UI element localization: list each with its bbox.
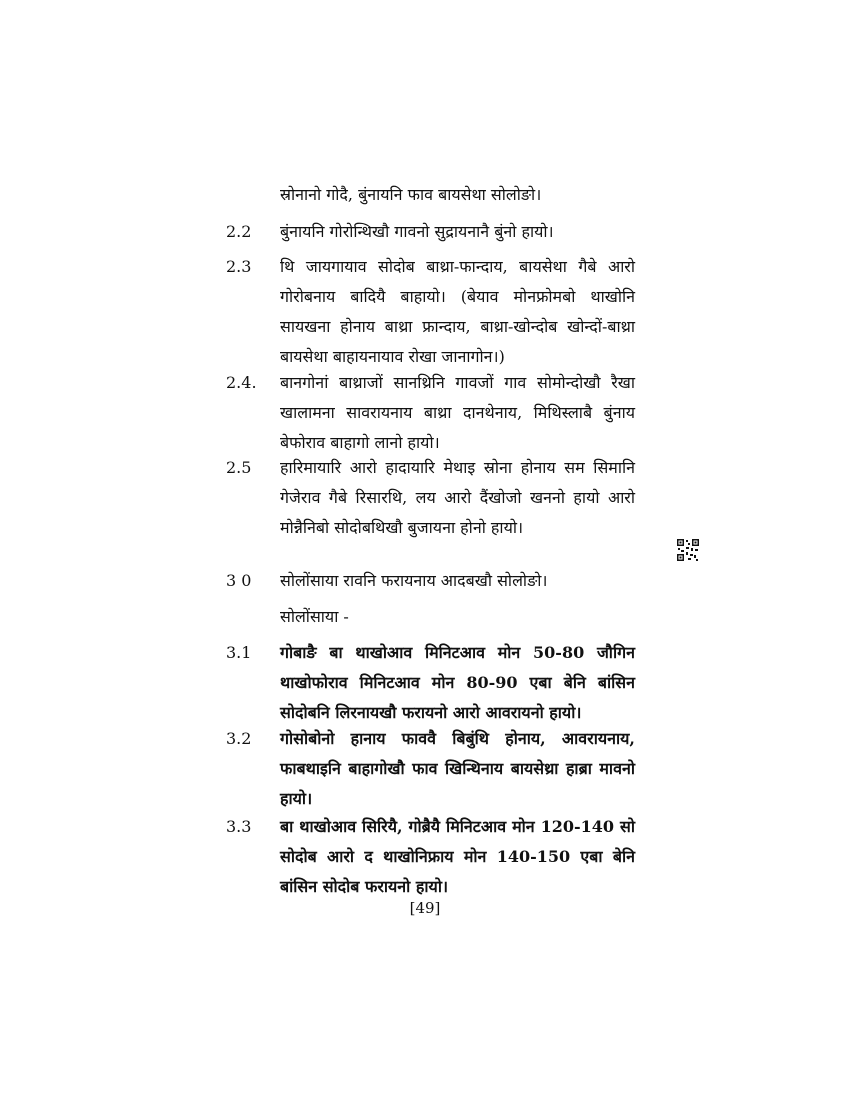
subheading: सोलोंसाया -	[280, 607, 349, 626]
item-text: गोबाङै बा थाखोआव मिनिटआव मोन 50-80 जौगिन थाखोफोराव मिनिटआव मोन 80-90 एबा बेनि बांसिन सोदोबनि लिरनायखौ फरायनो आरो आवरायनो हायो।	[280, 643, 635, 722]
qr-code-icon	[676, 538, 700, 562]
item-number: 2.5	[226, 458, 252, 477]
item-text: बानगोनां बाथ्राजों सानथ्रिनि गावजों गाव सोमोन्दोखौ रैखा खालामना सावरायनाय बाथ्रा दानथेनाय, मिथिस्लाबै बुंनाय बेफोराव बाहागो लानो हायो।	[280, 373, 635, 452]
item-number: 3 0	[226, 571, 252, 590]
item-text: सोलोंसाया रावनि फरायनाय आदबखौ सोलोङो।	[280, 571, 548, 590]
item-number: 2.4.	[226, 373, 257, 392]
item-number: 3.3	[226, 817, 252, 836]
item-number: 3.1	[226, 643, 252, 662]
item-text: बा थाखोआव सिरियै, गोब्रैयै मिनिटआव मोन 120-140 सो सोदोब आरो द थाखोनिफ्राय मोन 140-150 एबा बेनि बांसिन सोदोब फरायनो हायो।	[280, 817, 635, 896]
item-text: गोसोबोनो हानाय फाववै बिबुंथि होनाय, आवरायनाय, फाबथाइनि बाहागोखौ फाव खिन्थिनाय बायसेथ्रा हाब्रा मावनो हायो।	[280, 729, 635, 808]
item-text: थि जायगायाव सोदोब बाथ्रा-फान्दाय, बायसेथा गैबे आरो गोरोबनाय बादियै बाहायो। (बेयाव मोनफ्रोमबो थाखोनि सायखना होनाय बाथ्रा फ्रान्दाय, बाथ्रा-खोन्दोब खोन्दों-बाथ्रा बायसेथा बाहायनायाव रोखा जानागोन।)	[280, 257, 635, 366]
page-number: [49]	[409, 899, 441, 917]
paragraph-continuation: स्रोनानो गोदै, बुंनायनि फाव बायसेथा सोलोङो।	[280, 185, 542, 204]
item-text: बुंनायनि गोरोन्थिखौ गावनो सुद्रायनानै बुंनो हायो।	[280, 222, 554, 241]
item-number: 2.3	[226, 257, 252, 276]
item-text: हारिमायारि आरो हादायारि मेथाइ स्रोना होनाय सम सिमानि गेजेराव गैबे रिसारथि, लय आरो दैंखोजो खननो हायो आरो मोन्नैनिबो सोदोबथिखौ बुजायना होनो हायो।	[280, 458, 635, 537]
item-number: 3.2	[226, 729, 252, 748]
item-number: 2.2	[226, 222, 252, 241]
